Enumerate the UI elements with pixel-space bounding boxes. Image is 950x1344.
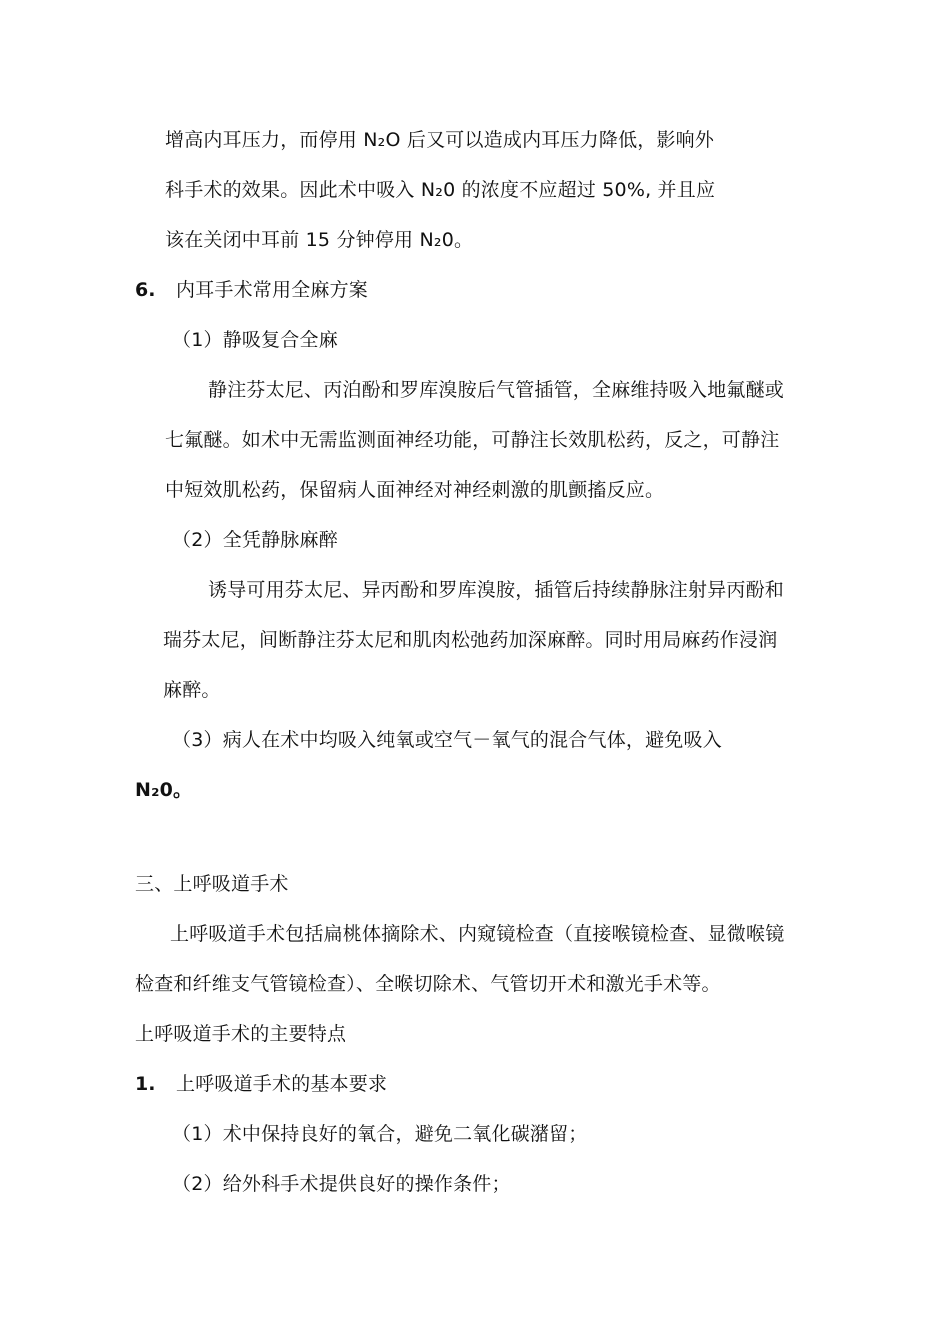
- list-item: （1）术中保持良好的氧合，避免二氧化碳潴留；: [172, 1123, 588, 1145]
- paragraph-line: 静注芬太尼、丙泊酚和罗库溴胺后气管插管，全麻维持吸入地氟醚或: [208, 379, 785, 401]
- paragraph-line: 诱导可用芬太尼、异丙酚和罗库溴胺，插管后持续静脉注射异丙酚和: [208, 579, 785, 601]
- paragraph-line: 检查和纤维支气管镜检查）、全喉切除术、气管切开术和激光手术等。: [135, 973, 721, 995]
- paragraph-line: 该在关闭中耳前 15 分钟停用 N₂0。: [165, 229, 474, 251]
- section-title: 内耳手术常用全麻方案: [176, 279, 369, 301]
- paragraph-line: 七氟醚。如术中无需监测面神经功能，可静注长效肌松药，反之，可静注: [165, 429, 780, 451]
- paragraph-line: 上呼吸道手术包括扁桃体摘除术、内窥镜检查（直接喉镜检查、显微喉镜: [170, 923, 785, 945]
- paragraph-line: 增高内耳压力，而停用 N₂O 后又可以造成内耳压力降低，影响外: [165, 129, 715, 151]
- list-item: （2）给外科手术提供良好的操作条件；: [172, 1173, 511, 1195]
- item-heading: （1）静吸复合全麻: [172, 329, 338, 351]
- section-title: 三、上呼吸道手术: [135, 873, 289, 895]
- paragraph-line: N₂0。: [135, 779, 193, 801]
- section-title: 上呼吸道手术的基本要求: [176, 1073, 388, 1095]
- item-heading: （2）全凭静脉麻醉: [172, 529, 338, 551]
- section-number: 1.: [135, 1073, 156, 1095]
- item-heading: （3）病人在术中均吸入纯氧或空气－氧气的混合气体，避免吸入: [172, 729, 722, 751]
- paragraph-line: 麻醉。: [163, 679, 221, 701]
- paragraph-line: 科手术的效果。因此术中吸入 N₂0 的浓度不应超过 50%, 并且应: [165, 179, 716, 201]
- subsection-title: 上呼吸道手术的主要特点: [135, 1023, 347, 1045]
- section-number: 6.: [135, 279, 156, 301]
- paragraph-line: 中短效肌松药，保留病人面神经对神经刺激的肌颤搐反应。: [165, 479, 665, 501]
- paragraph-line: 瑞芬太尼，间断静注芬太尼和肌肉松弛药加深麻醉。同时用局麻药作浸润: [163, 629, 778, 651]
